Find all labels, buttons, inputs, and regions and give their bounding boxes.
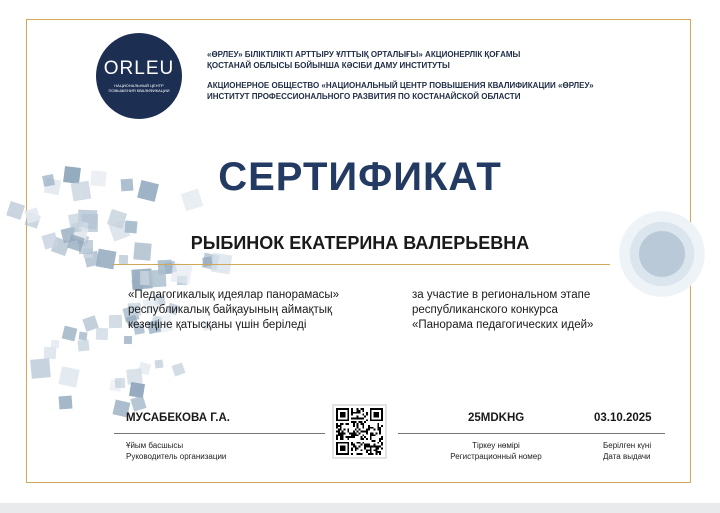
description-kz — [128, 288, 388, 333]
mosaic-square — [78, 339, 90, 351]
mosaic-square — [171, 363, 185, 377]
desc-ru-line: республиканского конкурса — [412, 304, 558, 316]
reg-label-kz: Тіркеу нөмірі — [472, 441, 520, 450]
mosaic-square — [155, 359, 164, 368]
signatory-name: МУСАБЕКОВА Г.А. — [126, 412, 230, 424]
certificate-title: СЕРТИФИКАТ — [218, 155, 502, 199]
mosaic-square — [148, 270, 166, 288]
org-name-ru — [207, 80, 594, 102]
recipient-name: РЫБИНОК ЕКАТЕРИНА ВАЛЕРЬЕВНА — [190, 233, 530, 253]
gold-divider — [113, 264, 610, 265]
desc-kz-line: кезеңіне қатысқаны үшін беріледі — [128, 319, 307, 331]
description-ru — [412, 288, 642, 333]
mosaic-square — [125, 221, 138, 234]
registration-number: 25MDKHG — [468, 412, 525, 424]
org-ru-line-2: ИНСТИТУТ ПРОФЕССИОНАЛЬНОГО РАЗВИТИЯ ПО КОСТАНАЙСКОЙ ОБЛАСТИ — [207, 92, 521, 101]
mosaic-square — [58, 367, 80, 389]
date-label-kz: Берілген күні — [603, 441, 652, 450]
mosaic-square — [124, 336, 133, 345]
signatory-role-ru: Руководитель организации — [126, 452, 227, 461]
registration-label — [446, 440, 546, 462]
mosaic-square — [114, 378, 125, 389]
logo-subtitle: НАЦИОНАЛЬНЫЙ ЦЕНТР ПОВЫШЕНИЯ КВАЛИФИКАЦИИ — [108, 83, 170, 93]
reg-label-ru: Регистрационный номер — [450, 452, 542, 461]
signatory-role — [126, 440, 226, 462]
mosaic-square — [30, 358, 51, 379]
details-line — [398, 433, 665, 434]
orleu-logo — [96, 33, 182, 119]
mosaic-square — [6, 201, 25, 220]
date-label — [603, 440, 651, 462]
logo-name: ORLEU — [103, 58, 175, 79]
mosaic-square — [119, 255, 128, 264]
signature-line — [114, 433, 325, 434]
mosaic-square — [202, 256, 213, 267]
qr-code[interactable] — [332, 404, 387, 459]
org-kz-line-1: «ӨРЛЕУ» БІЛІКТІЛІКТІ АРТТЫРУ ҰЛТТЫҚ ОРТАЛЫҒЫ» АКЦИОНЕРЛІК ҚОҒАМЫ — [207, 50, 521, 59]
org-name-kz — [207, 49, 520, 71]
mosaic-square — [130, 396, 147, 413]
org-kz-line-2: ҚОСТАНАЙ ОБЛЫСЫ БОЙЫНША КӘСІБИ ДАМУ ИНСТИТУТЫ — [207, 61, 450, 70]
mosaic-square — [62, 326, 78, 342]
mosaic-square — [109, 315, 122, 328]
date-label-ru: Дата выдачи — [603, 452, 651, 461]
mosaic-square — [68, 213, 83, 228]
mosaic-square — [44, 346, 57, 359]
mosaic-square — [96, 327, 109, 340]
signatory-role-kz: Ұйым басшысы — [126, 441, 184, 450]
desc-kz-line: республикалық байқауының аймақтық — [128, 304, 333, 316]
desc-ru-line: «Панорама педагогических идей» — [412, 319, 594, 331]
desc-kz-line: «Педагогикалық идеялар панорамасы» — [128, 289, 340, 301]
mosaic-square — [171, 262, 193, 284]
mosaic-square — [59, 396, 72, 409]
issue-date: 03.10.2025 — [594, 412, 652, 424]
desc-ru-line: за участие в региональном этапе — [412, 289, 591, 301]
org-ru-line-1: АКЦИОНЕРНОЕ ОБЩЕСТВО «НАЦИОНАЛЬНЫЙ ЦЕНТР ПОВЫШЕНИЯ КВАЛИФИКАЦИИ «ӨРЛЕУ» — [207, 81, 594, 90]
